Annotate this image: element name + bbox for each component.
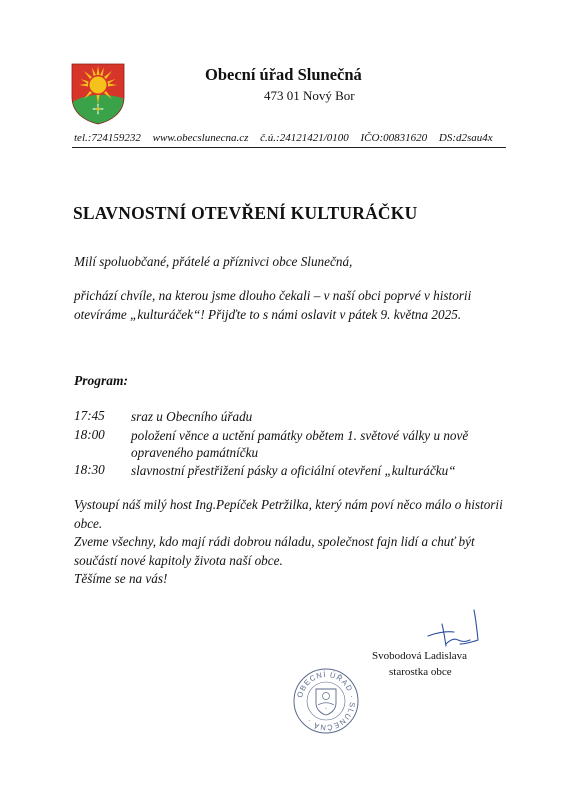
program-heading: Program: [74,373,128,388]
contact-data-box: DS:d2sau4x [438,132,493,144]
program-time: 18:30 [74,462,105,477]
closing-paragraph [74,496,514,589]
guest-announcement: Vystoupí náš milý host Ing.Pepíček Petržilka, který nám poví něco málo o historii obce. [74,497,503,531]
official-stamp-seal [292,667,360,735]
contact-website: www.obecslunecna.cz [152,132,249,144]
svg-text:OBECNÍ ÚŘAD · SLUNEČNÁ ·: OBECNÍ ÚŘAD · SLUNEČNÁ · [295,669,358,733]
contact-phone: tel.:724159232 [74,132,141,144]
contact-line [74,132,493,144]
contact-company-id: IČO:00831620 [360,132,428,144]
document-title: SLAVNOSTNÍ OTEVŘENÍ KULTURÁČKU [73,203,418,223]
signer-role: starostka obce [389,666,452,678]
sign-off-text: Těšíme se na vás! [74,571,168,586]
signer-name: Svobodová Ladislava [372,650,468,662]
intro-paragraph: přichází chvíle, na kterou jsme dlouho čekali – v naší obci poprvé v historii otevíráme „kulturáček“! Přijďte to s námi oslavit v pátek 9. května 2025. [74,288,472,322]
program-time: 17:45 [74,408,105,423]
invitation-text: Zveme všechny, kdo mají rádi dobrou náladu, společnost fajn lidí a chuť být součástí nové kapitoly života naší obce. [74,534,475,568]
program-description: sraz u Obecního úřadu [131,409,253,424]
village-crest-logo [71,63,125,125]
header-divider [72,147,506,148]
program-time: 18:00 [74,427,105,442]
handwritten-signature [424,606,488,652]
office-address: 473 01 Nový Bor [264,88,355,103]
program-description: slavnostní přestřižení pásky a oficiální otevření „kulturáčku“ [131,463,456,478]
contact-bank-account: č.ú.:24121421/0100 [260,132,349,144]
greeting-text: Milí spoluobčané, přátelé a příznivci obce Slunečná, [74,254,353,269]
office-name-heading: Obecní úřad Slunečná [205,65,362,84]
program-description: položení věnce a uctění památky obětem 1. světové války u nově opraveného památníčku [131,428,469,460]
